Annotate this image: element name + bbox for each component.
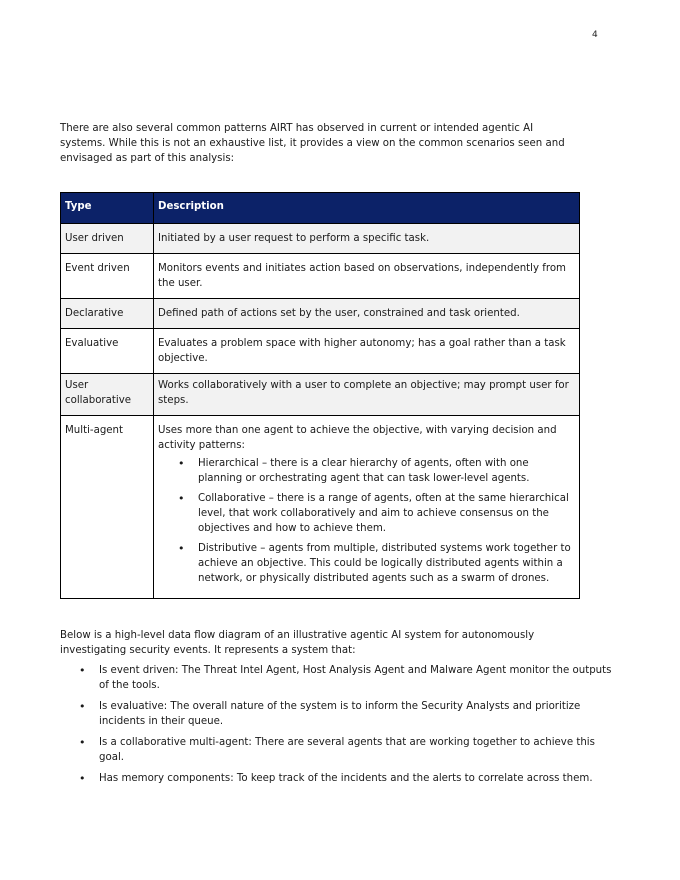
system-characteristics-list [60,663,619,792]
cell-description: Evaluates a problem space with higher autonomy; has a goal rather than a task objective. [154,329,580,374]
header-description: Description [154,193,580,224]
cell-description: Initiated by a user request to perform a specific task. [154,224,580,254]
list-item: • Hierarchical – there is a clear hierarchy of agents, often with one planning or orchestrating agent that can task lower-level agents. [198,456,575,486]
list-item: • Is evaluative: The overall nature of the system is to inform the Security Analysts and prioritize incidents in their queue. [99,699,619,729]
page-number: 4 [592,30,598,40]
list-item: • Is event driven: The Threat Intel Agent, Host Analysis Agent and Malware Agent monitor the outputs of the tools. [99,663,619,693]
agentic-patterns-table [60,192,580,599]
table-row [61,374,580,416]
list-item: • Collaborative – there is a range of agents, often at the same hierarchical level, that work collaboratively and aim to achieve consensus on the objectives and how to achieve them. [198,491,575,536]
table-row [61,224,580,254]
intro-paragraph: There are also several common patterns AIRT has observed in current or intended agentic AI systems. While this is not an exhaustive list, it provides a view on the common scenarios seen and envisaged as part of this analysis: [60,123,565,164]
list-item: • Has memory components: To keep track of the incidents and the alerts to correlate across them. [99,771,619,786]
header-type: Type [61,193,154,224]
cell-type: Declarative [61,299,154,329]
cell-description: Monitors events and initiates action based on observations, independently from the user. [154,254,580,299]
list-item: • Is a collaborative multi-agent: There are several agents that are working together to achieve this goal. [99,735,619,765]
table-row [61,299,580,329]
cell-type: Event driven [61,254,154,299]
table-row [61,254,580,299]
cell-type: User driven [61,224,154,254]
cell-description [154,416,580,599]
table-row [61,416,580,599]
diagram-intro-paragraph: Below is a high-level data flow diagram of an illustrative agentic AI system for autonomously investigating security events. It represents a system that: [60,630,535,656]
list-item: • Distributive – agents from multiple, distributed systems work together to achieve an objective. This could be logically distributed agents within a network, or physically distributed agents such as a swarm of drones. [198,541,575,586]
multi-agent-description: Uses more than one agent to achieve the objective, with varying decision and activity patterns: [158,425,557,451]
cell-type: Evaluative [61,329,154,374]
cell-description: Works collaboratively with a user to complete an objective; may prompt user for steps. [154,374,580,416]
multi-agent-bullet-list [158,456,575,586]
cell-type: Multi-agent [61,416,154,599]
table-row [61,329,580,374]
cell-type: User collaborative [61,374,154,416]
table-header-row [61,193,580,224]
cell-description: Defined path of actions set by the user, constrained and task oriented. [154,299,580,329]
